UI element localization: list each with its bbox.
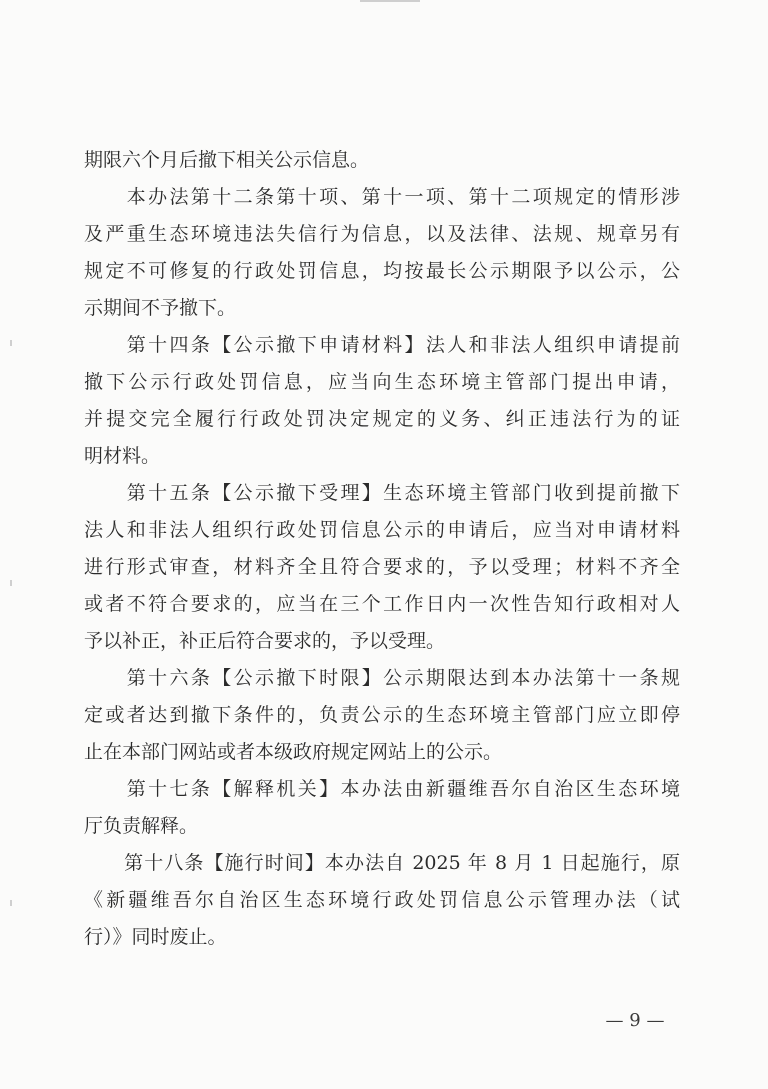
text-line: 撤下公示行政处罚信息，应当向生态环境主管部门提出申请， — [84, 371, 680, 393]
text-line: 行）》同时废止。 — [84, 926, 227, 948]
text-line: 定或者达到撤下条件的，负责公示的生态环境主管部门应立即停 — [84, 704, 680, 726]
text-line: 法人和非法人组织行政处罚信息公示的申请后，应当对申请材料 — [84, 519, 680, 541]
text-line: 或者不符合要求的，应当在三个工作日内一次性告知行政相对人 — [84, 593, 680, 615]
scan-mark-top — [360, 0, 420, 2]
text-line: 期限六个月后撤下相关公示信息。 — [84, 149, 370, 171]
text-line: 规定不可修复的行政处罚信息，均按最长公示期限予以公示，公 — [84, 260, 680, 282]
text-line: 明材料。 — [84, 445, 161, 467]
text-line: 厅负责解释。 — [84, 815, 199, 837]
text-line: 第十六条【公示撤下时限】公示期限达到本办法第十一条规 — [84, 667, 680, 689]
text-line: 第十五条【公示撤下受理】生态环境主管部门收到提前撤下 — [84, 482, 680, 504]
text-line: 进行形式审查，材料齐全且符合要求的，予以受理；材料不齐全 — [84, 556, 680, 578]
text-line: 予以补正，补正后符合要求的，予以受理。 — [84, 630, 446, 652]
page-number: — 9 — — [605, 1010, 665, 1031]
text-line: 《新疆维吾尔自治区生态环境行政处罚信息公示管理办法（试 — [84, 889, 680, 911]
text-line: 第十八条【施行时间】本办法自 2025 年 8 月 1 日起施行，原 — [84, 852, 680, 874]
text-line: 第十七条【解释机关】本办法由新疆维吾尔自治区生态环境 — [84, 778, 680, 800]
text-line: 本办法第十二条第十项、第十一项、第十二项规定的情形涉 — [84, 186, 680, 208]
scan-mark-left-3 — [10, 900, 12, 906]
text-line: 止在本部门网站或者本级政府规定网站上的公示。 — [84, 741, 503, 763]
text-line: 并提交完全履行行政处罚决定规定的义务、纠正违法行为的证 — [84, 408, 680, 430]
text-line: 第十四条【公示撤下申请材料】法人和非法人组织申请提前 — [84, 334, 680, 356]
text-line: 及严重生态环境违法失信行为信息，以及法律、法规、规章另有 — [84, 223, 680, 245]
body-text — [84, 142, 680, 956]
scan-mark-left-2 — [10, 580, 12, 586]
text-line: 示期间不予撤下。 — [84, 297, 237, 319]
scan-mark-left-1 — [10, 340, 12, 346]
